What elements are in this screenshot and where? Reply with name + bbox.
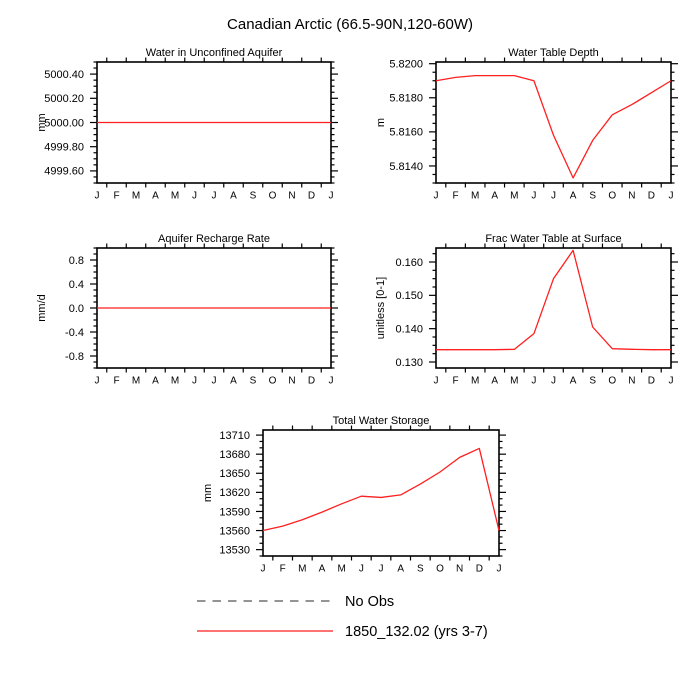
y-tick-label: 0.4: [68, 278, 84, 291]
month-label: A: [491, 375, 499, 387]
y-tick-label: 13680: [219, 448, 250, 461]
month-label: S: [416, 563, 424, 575]
y-axis-label: mm: [36, 113, 48, 132]
plot-frame: [263, 430, 499, 556]
y-tick-label: 0.0: [68, 302, 84, 315]
month-label: N: [628, 375, 636, 387]
y-tick-label: 5.8180: [389, 92, 423, 105]
month-label: A: [152, 375, 159, 387]
month-label: S: [249, 375, 257, 387]
month-label: N: [456, 563, 464, 575]
month-label: J: [531, 375, 537, 387]
month-label: D: [307, 190, 316, 202]
month-label: O: [436, 563, 444, 575]
y-tick-label: -0.4: [65, 326, 84, 339]
month-label: F: [113, 190, 120, 202]
chart-title: Aquifer Recharge Rate: [158, 233, 270, 245]
month-label: M: [470, 190, 480, 202]
y-tick-label: 13710: [219, 429, 250, 442]
chart-total-water-storage: [202, 415, 506, 575]
y-tick-label: 5.8200: [389, 58, 423, 71]
y-axis-label: mm/d: [36, 294, 48, 322]
month-label: J: [668, 375, 674, 387]
legend: [197, 594, 488, 640]
month-label: M: [470, 375, 480, 387]
month-label: N: [288, 375, 296, 387]
y-tick-label: 0.140: [395, 323, 423, 336]
y-tick-label: 5.8160: [389, 126, 423, 139]
month-label: M: [510, 190, 519, 202]
month-label: M: [510, 375, 519, 387]
chart-title: Water in Unconfined Aquifer: [145, 47, 283, 59]
month-label: J: [378, 563, 384, 575]
month-label: J: [211, 190, 217, 202]
month-label: A: [152, 190, 159, 202]
month-label: F: [452, 190, 459, 202]
month-label: J: [496, 563, 502, 575]
month-label: M: [170, 190, 180, 202]
month-label: F: [452, 375, 459, 387]
y-tick-label: 0.130: [395, 356, 423, 369]
month-label: S: [249, 190, 257, 202]
month-label: A: [569, 190, 577, 202]
month-label: D: [647, 375, 656, 387]
y-tick-label: 0.8: [68, 254, 84, 267]
y-axis-label: mm: [202, 483, 214, 503]
month-label: J: [551, 375, 556, 387]
month-label: N: [628, 190, 636, 202]
series-line: [436, 250, 671, 349]
month-label: A: [397, 563, 405, 575]
y-tick-label: 5.8140: [389, 160, 423, 173]
legend-series-label: 1850_132.02 (yrs 3-7): [345, 624, 488, 640]
month-label: N: [288, 190, 296, 202]
month-label: A: [318, 563, 326, 575]
month-label: J: [94, 190, 100, 202]
y-tick-label: 4999.60: [44, 165, 84, 178]
y-tick-label: 4999.80: [44, 141, 84, 154]
month-label: J: [433, 375, 439, 387]
y-tick-label: 13620: [219, 487, 250, 500]
month-label: J: [192, 190, 197, 202]
month-label: M: [298, 563, 307, 575]
plot-frame: [436, 62, 671, 183]
month-label: M: [131, 190, 141, 202]
month-label: J: [551, 190, 556, 202]
month-label: J: [531, 190, 537, 202]
y-tick-label: 5000.00: [44, 117, 84, 130]
month-label: M: [131, 375, 141, 387]
month-label: O: [268, 190, 277, 202]
month-label: J: [328, 190, 334, 202]
chart-title: Total Water Storage: [332, 415, 430, 427]
month-label: F: [279, 563, 286, 575]
y-tick-label: 13650: [219, 468, 250, 481]
series-line: [436, 76, 671, 178]
y-tick-label: 5000.40: [44, 68, 84, 81]
month-label: J: [358, 563, 364, 575]
y-tick-label: 0.150: [395, 290, 423, 303]
series-line: [263, 448, 499, 530]
month-label: D: [307, 375, 316, 387]
month-label: J: [433, 190, 439, 202]
figure-title: Canadian Arctic (66.5-90N,120-60W): [227, 16, 473, 33]
chart-aquifer-recharge-rate: [36, 233, 338, 387]
y-tick-label: -0.8: [65, 350, 84, 363]
y-tick-label: 13530: [219, 544, 250, 557]
y-tick-label: 13560: [219, 525, 250, 538]
y-tick-label: 5000.20: [44, 93, 84, 106]
month-label: O: [268, 375, 277, 387]
month-label: J: [328, 375, 334, 387]
y-axis-label: unitless [0-1]: [375, 276, 387, 340]
y-tick-label: 13590: [219, 506, 250, 519]
month-label: A: [230, 190, 237, 202]
month-label: A: [230, 375, 237, 387]
month-label: M: [337, 563, 346, 575]
month-label: A: [491, 190, 499, 202]
month-label: J: [94, 375, 100, 387]
month-label: J: [211, 375, 217, 387]
month-label: O: [608, 375, 617, 387]
legend-no-obs-label: No Obs: [345, 594, 395, 610]
month-label: A: [569, 375, 577, 387]
month-label: J: [192, 375, 197, 387]
chart-title: Water Table Depth: [508, 47, 599, 59]
chart-frac-water-table-at-surface: [375, 233, 678, 387]
chart-title: Frac Water Table at Surface: [485, 233, 622, 245]
chart-water-in-unconfined-aquifer: [36, 47, 338, 202]
month-label: D: [475, 563, 483, 575]
month-label: O: [608, 190, 617, 202]
month-label: J: [260, 563, 266, 575]
y-tick-label: 0.160: [395, 256, 423, 269]
month-label: F: [113, 375, 120, 387]
month-label: J: [668, 190, 674, 202]
month-label: D: [647, 190, 656, 202]
month-label: M: [170, 375, 180, 387]
y-axis-label: m: [375, 117, 387, 128]
month-label: S: [589, 190, 597, 202]
chart-water-table-depth: [375, 47, 678, 202]
month-label: S: [589, 375, 597, 387]
